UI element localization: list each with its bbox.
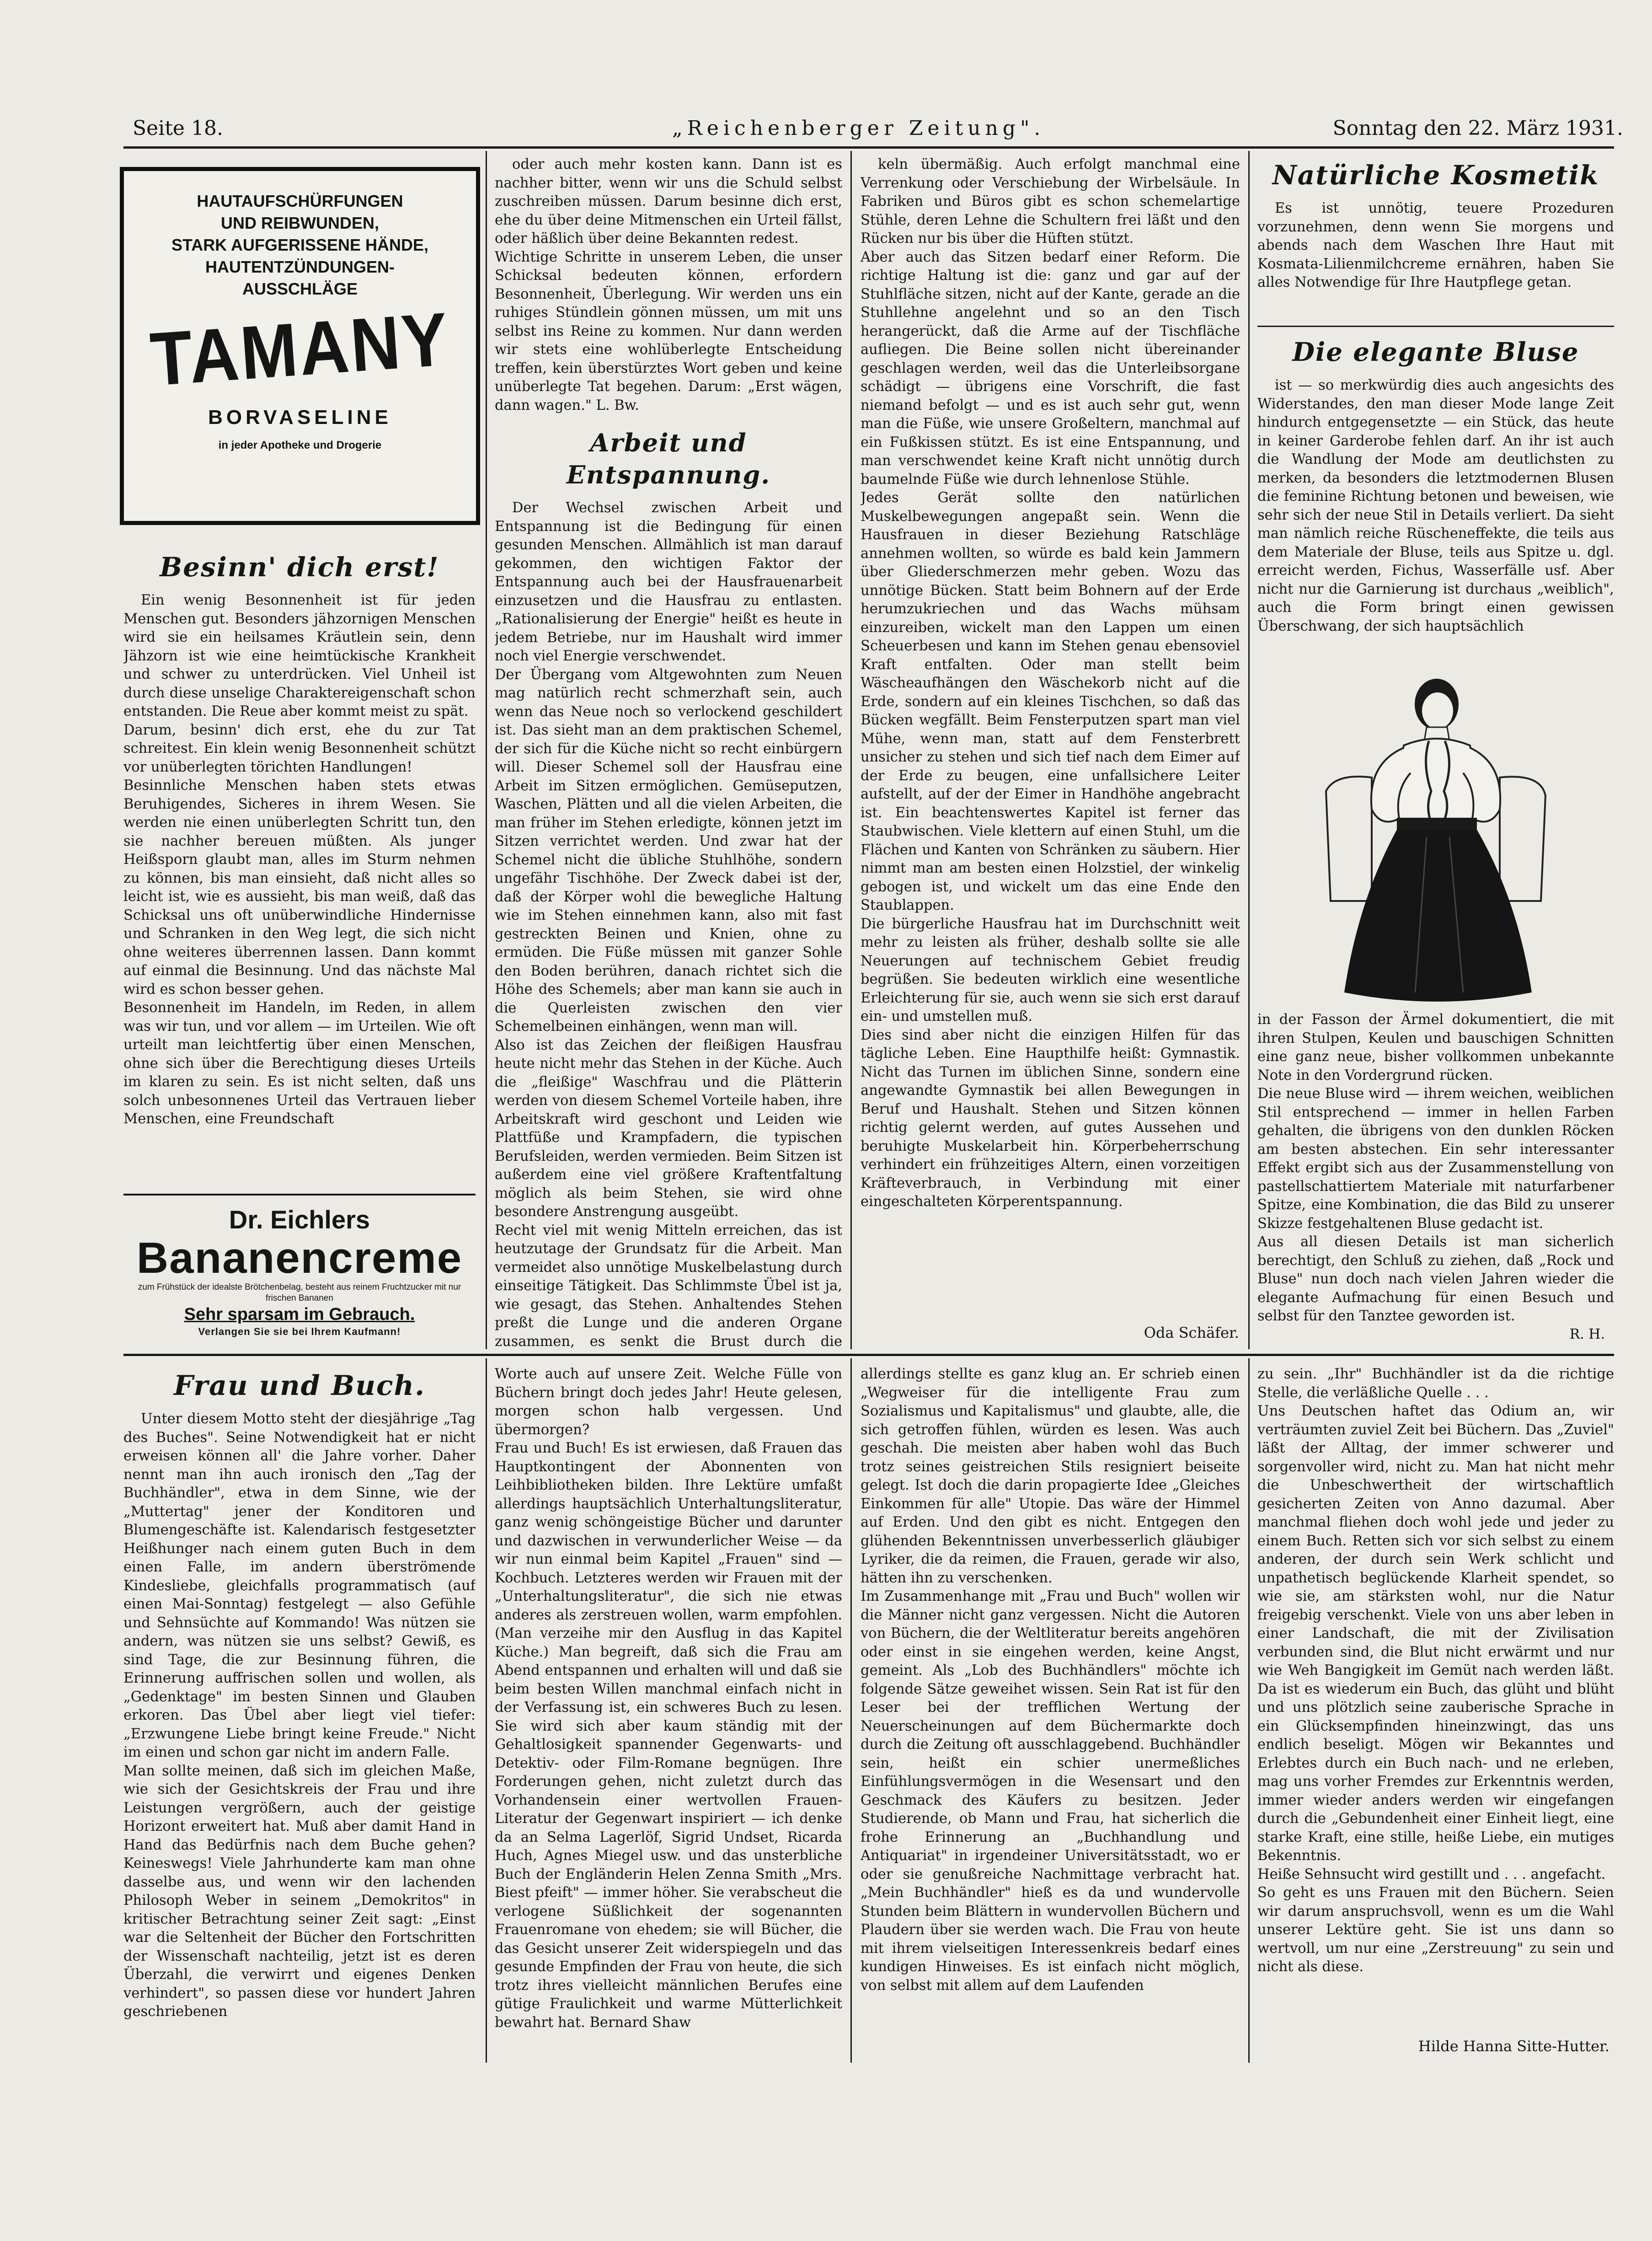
article-kosmetik-body: Es ist unnötig, teuere Prozeduren vorzunehmen, denn wenn Sie morgens und abends nach dem Waschen Ihre Haut mit Kosmata-Lilienmilchcreme ernähren, haben Sie alles Notwendige für Ihre Hautpflege getan.: [1257, 200, 1614, 290]
frau-und-buch-col-4: [1257, 1365, 1614, 2037]
tamany-ad-lines: HAUTAUFSCHÜRFUNGEN UND REIBWUNDEN, STARK AUFGERISSENE HÄNDE, HAUTENTZÜNDUNGEN- AUSSCHLÄGE: [171, 192, 429, 298]
besinn-continuation: oder auch mehr kosten kann. Dann ist es nachher bitter, wenn wir uns die Schuld selbst zuschreiben müssen. Darum besinne dich erst, ehe du über deine Mitmenschen ein Urteil fällst, oder häßlich über deine Bekannten redest. Wichtige Schritte in unserem Leben, die unser Schicksal bedeuten können, erfordern Besonnenheit, Überlegung. Wir werden uns ein ruhiges Stündlein gönnen müssen, um mit uns selbst ins Reine zu kommen. Nur dann werden wir stets eine wohlüberlegte Entscheidung treffen, kein überstürztes Wort geben und keine unüberlegte Tat begehen. Darum: „Erst wägen, dann wagen." L. Bw.: [495, 156, 842, 413]
arbeit-signature: Oda Schäfer.: [1144, 1324, 1239, 1341]
article-kosmetik: [1257, 155, 1614, 320]
bluse-signature: R. H.: [1569, 1326, 1605, 1342]
issue-date: Sonntag den 22. März 1931.: [1332, 117, 1623, 140]
blouse-illustration: [1317, 672, 1555, 1011]
section-rule: [123, 1354, 1614, 1356]
article-besinn-body: Ein wenig Besonnenheit ist für jeden Menschen gut. Besonders jähzornigen Menschen wird sie ein heilsames Kräutlein sein, denn Jähzorn ist wie eine heimtückische Krankheit und schwer zu unterdrücken. Viel Unheil ist durch diese unselige Charaktereigenschaft schon entstanden. Die Reue aber kommt meist zu spät. Darum, besinn' dich erst, ehe du zur Tat schreitest. Ein klein wenig Besonnenheit schützt vor unüberlegten törichten Handlungen! Besinnliche Menschen haben stets etwas Beruhigendes, Sicheres in ihrem Wesen. Sie werden nie einen unüberlegten Schritt tun, den sie nachher bereuen müßten. Als junger Heißsporn glaubt man, alles im Sturm nehmen zu können, bis man einsieht, daß nicht alles so leicht ist, wie es aussieht, bis man weiß, daß das Schicksal uns oft unüberwindliche Hindernisse und Schranken in den Weg legt, die sich nicht ohne weiteres überrennen lassen. Dann kommt auf einmal die Besinnung. Und das nächste Mal wird es schon besser gehen. Besonnenheit im Handeln, im Reden, in allem was wir tun, und vor allem — im Urteilen. Wie oft urteilt man leichtfertig über einen Menschen, ohne sich über die Berechtigung dieses Urteils im klaren zu sein. Es ist nicht selten, daß uns solch unbesonnenes Urteil das Vertrauen lieber Menschen, eine Freundschaft: [123, 592, 476, 1127]
column-rule: [850, 151, 852, 1349]
frau-und-buch-col-1: [123, 1365, 476, 2060]
eichler-advertisement: [123, 1194, 476, 1346]
eichler-call: Verlangen Sie sie bei Ihrem Kaufmann!: [198, 1326, 401, 1337]
article-arbeit-body: Der Wechsel zwischen Arbeit und Entspannung ist die Bedingung für einen gesunden Menschen. Allmählich ist man darauf gekommen, den wichtigen Faktor der Entspannung auch bei der Hausfrauenarbeit einzusetzen und die Hausfrau zu entlasten. „Rationalisierung der Energie" heißt es heute in jedem Betriebe, nur im Haushalt wird immer noch viel Energie verschwendet. Der Übergang vom Altgewohnten zum Neuen mag natürlich recht schmerzhaft sein, auch wenn das Neue noch so verlockend geschildert ist. Das sieht man an dem praktischen Schemel, der sich für die Küche nicht so recht einbürgern will. Dieser Schemel soll der Hausfrau eine Arbeit im Sitzen ermöglichen. Gemüseputzen, Waschen, Plätten und all die vielen Arbeiten, die man früher im Stehen erledigte, können jetzt im Sitzen verrichtet werden. Und zwar hat der Schemel nicht die übliche Stuhlhöhe, sondern ungefähr Tischhöhe. Der Zweck dabei ist der, daß der Körper wohl die bewegliche Haltung wie im Stehen einnehmen kann, also mit fast gestreckten Beinen und Knien, ohne zu ermüden. Die Füße müssen mit ganzer Sohle den Boden berühren, danach richtet sich die Höhe des Schemels; aber man kann sie auch in die Querleisten zwischen den vier Schemelbeinen einhängen, wenn man will. Also ist das Zeichen der fleißigen Hausfrau heute nicht mehr das Stehen in der Küche. Auch die „fleißige" Waschfrau und die Plätterin werden von diesem Schemel Vorteile haben, ihre Arbeitskraft wird geschont und Leiden wie Plattfüße und Krampfadern, die typischen Berufsleiden, werden vermieden. Beim Sitzen ist außerdem eine viel größere Kraftentfaltung möglich als beim Stehen, sie wird ohne besondere Anstrengung ausgeübt. Recht viel mit wenig Mitteln erreichen, das ist heutzutage der Grundsatz für die Arbeit. Man vermeidet also unnötige Muskelbelastung durch einseitige Tätigkeit. Das Schlimmste Übel ist ja, wie gesagt, das Stehen. Anhaltendes Stehen preßt die Lunge und die anderen Organe zusammen, es senkt die Brust durch die: [495, 500, 842, 1349]
column-3-top: [861, 155, 1240, 1317]
eichler-description: zum Frühstück der idealste Brötchenbelag, besteht aus reinem Fruchtzucker mit nur frischen Bananen: [138, 1282, 461, 1303]
frau-buch-text-1: Unter diesem Motto steht der diesjährige „Tag des Buches". Seine Notwendigkeit hat er nicht erweisen können all' die Jahre vorher. Daher nennt man ihn auch ironisch den „Tag der Buchhändler", etwa in dem Sinne, wie der „Muttertag" jener der Konditoren und Blumengeschäfte ist. Kalendarisch festgesetzter Heißhunger nach einem guten Buch in dem einen Falle, im andern überströmende Kindesliebe, gleichfalls programmatisch (auf einen Mai-Sonntag) festgelegt — also Gefühle und Sehnsüchte auf Kommando! Was nützen sie andern, was nützen sie uns selbst? Gewiß, es sind Tage, die zur Besinnung führen, die Erinnerung auffrischen sollen und wollen, als „Gedenktage" im besten Sinnen und Glauben erkoren. Das Übel aber liegt viel tiefer: „Erzwungene Liebe bringt keine Freude." Nicht im einen und schon gar nicht im andern Falle. Man sollte meinen, daß sich im gleichen Maße, wie sich der Gesichtskreis der Frau und ihre Leistungen vergrößern, auch der geistige Horizont erweitert hat. Muß aber damit Hand in Hand das Bedürfnis nach dem Buche gehen? Keineswegs! Viele Jahrhunderte kam man ohne dasselbe aus, und wenn wir den lachenden Philosoph Weber in seinem „Demokritos" in kritischer Betrachtung seiner Zeit sagt: „Einst war die Seltenheit der Bücher den Fortschritten der Wissenschaft nachteilig, jetzt ist es deren Überzahl, die verwirrt und eigenes Denken verhindert", so passen diese vor hundert Jahren geschriebenen: [123, 1411, 476, 2020]
eichler-product: Bananencreme: [136, 1233, 463, 1282]
frau-buch-text-2: Worte auch auf unsere Zeit. Welche Fülle von Büchern bringt doch jedes Jahr! Heute gelesen, morgen schon halb vergessen. Und übermorgen? Frau und Buch! Es ist erwiesen, daß Frauen das Hauptkontingent der Abonnenten von Leihbibliotheken bilden. Ihre Lektüre umfaßt allerdings hauptsächlich Unterhaltungsliteratur, ganz wenig schöngeistige Bücher und darunter und dazwischen in verwunderlicher Weise — da wir nun einmal beim Kapitel „Frauen" sind — Kochbuch. Letzteres werden wir Frauen mit der „Unterhaltungsliteratur", die sich nie etwas anderes als zerstreuen wollen, warm empfohlen. (Man verzeihe mir den Ausflug in das Kapitel Küche.) Man begreift, daß sich die Frau am Abend entspannen und erhalten will und daß sie beim besten Willen manchmal einfach nicht in der Verfassung ist, ein schweres Buch zu lesen. Sie wird sich aber kaum ständig mit der Gehaltlosigkeit spannender Gegenwarts- und Detektiv- oder Film-Romane begnügen. Ihre Forderungen gehen, nicht zuletzt durch das Vorhandensein einer wertvollen Frauen-Literatur der Gegenwart inspiriert — ich denke da an Selma Lagerlöf, Sigrid Undset, Ricarda Huch, Agnes Miegel usw. und das unsterbliche Buch der Engländerin Helen Zenna Smith „Mrs. Biest pfeift" — immer höher. Sie verabscheut die verlogene Süßlichkeit der sogenannten Frauenromane von ehedem; sie will Bücher, die das Gesicht unserer Zeit widerspiegeln und das gesunde Empfinden der Frau von heute, die sich trotz ihres vielleicht männlichen Berufes eine gütige Fraulichkeit und warme Mütterlichkeit bewahrt hat. Bernard Shaw: [495, 1366, 842, 2031]
column-rule: [1248, 1358, 1250, 2063]
article-bluse-body: ist — so merkwürdig dies auch angesichts des Widerstandes, den man dieser Mode lange Zeit hindurch entgegensetzte — ein Stück, das heute in keiner Garderobe fehlen darf. An ihr ist auch die Wandlung der Mode am deutlichsten zu merken, da besonders die letztmodernen Blusen die feminine Richtung betonen und beweisen, wie sehr sich der neue Stil in Details verliert. Da sieht man nämlich reiche Rüscheneffekte, die teils aus dem Materiale der Bluse, teils aus Spitze u. dgl. erreicht werden, Fichus, Wasserfälle usf. Aber nicht nur die Garnierung ist durchaus „weiblich", auch die Form bringt einen gewissen Überschwang, der sich hauptsächlich: [1257, 377, 1614, 634]
column-2-top: [495, 155, 842, 1349]
column-rule: [850, 1358, 852, 2063]
column-rule: [1257, 326, 1614, 327]
article-frau-buch-title: Frau und Buch.: [173, 1370, 425, 1402]
header-rule: [123, 146, 1614, 149]
frau-buch-text-4: zu sein. „Ihr" Buchhändler ist da die richtige Stelle, die verläßliche Quelle . . . Uns Deutschen haftet das Odium an, wir verträumten zuviel Zeit bei Büchern. Das „Zuviel" läßt der Alltag, der immer schwerer und sorgenvoller wird, nicht zu. Man hat nicht mehr die Unbeschwertheit der wirtschaftlich gesicherten Zeiten von Anno dazumal. Aber manchmal fliehen doch wohl jede und jeder zu einem Buch. Retten sich vor sich selbst zu einem anderen, der durch sein Werk schlicht und unpathetisch beglückende Klarheit spendet, so wie sie, am stärksten wohl, nur die Natur freigebig verschenkt. Viele von uns aber leben in einer Landschaft, die mit der Zivilisation verbunden sind, die Blut nicht erwärmt und nur wie Weh Bangigkeit im Gemüt nach werden läßt. Da ist es wiederum ein Buch, das glüht und blüht und uns plötzlich seine zauberische Sprache in ein Glücksempfinden hineinzwingt, das uns endlich beseligt. Mögen wir Bekanntes und Erlebtes durch ein Buch nach- und ne erleben, mag uns vorher Fremdes zur Erkenntnis werden, immer wieder anders werden wir eingefangen durch die „Gebundenheit einer Einheit liegt, eine starke Kraft, eine stille, heiße Liebe, ein mutiges Bekenntnis. Heiße Sehnsucht wird gestillt und . . . angefacht. So geht es uns Frauen mit den Büchern. Seien wir darum anspruchsvoll, wenn es um die Wahl unserer Lektüre geht. Sie ist uns dann so wertvoll, um nur eine „Zerstreuung" zu sein und nicht als diese.: [1257, 1366, 1614, 1975]
article-kosmetik-title: Natürliche Kosmetik: [1272, 160, 1599, 191]
column-rule: [486, 151, 487, 1349]
tamany-product: BORVASELINE: [208, 406, 392, 429]
page-header: [133, 117, 1623, 144]
article-besinn-title: Besinn' dich erst!: [160, 552, 439, 583]
frau-buch-signature: Hilde Hanna Sitte-Hutter.: [1418, 2037, 1609, 2055]
frau-und-buch-col-3: [861, 1365, 1240, 2060]
tamany-brand: TAMANY: [148, 296, 452, 402]
newspaper-title: „Reichenberger Zeitung".: [672, 117, 1045, 140]
article-arbeit-title: Arbeit und Entspannung.: [566, 428, 771, 489]
eichler-slogan: Sehr sparsam im Gebrauch.: [184, 1305, 415, 1324]
frau-buch-text-3: allerdings stellte es ganz klug an. Er schrieb einen „Wegweiser für die intelligente Frau zum Sozialismus und Kapitalismus" und glaubte, alle, die sich getroffen fühlen, würden es lesen. Was auch geschah. Die meisten aber haben wohl das Buch trotz seines geistreichen Stils resigniert beiseite gelegt. Ist doch die darin propagierte Idee „Gleiches Einkommen für alle" Utopie. Das wäre der Himmel auf Erden. Und den gibt es nicht. Entgegen den glühenden Bekenntnissen unverbesserlich gläubiger Lyriker, die da reimen, die Frauen, gerade wir also, hätten ihn zu verschenken. Im Zusammenhange mit „Frau und Buch" wollen wir die Männer nicht ganz vergessen. Nicht die Autoren von Büchern, die der Weltliteratur bereits angehören oder einst in sie eingehen werden, keine Angst, gemeint. Als „Lob des Buchhändlers" möchte ich folgende Sätze geweihet wissen. Sein Rat ist für den Leser bei der trefflichen Wertung der Neuerscheinungen auf dem Büchermarkte doch durch die Zeitung oft ausschlaggebend. Buchhändler sein, heißt ein schier unermeßliches Einfühlungsvermögen in die Wesensart und den Geschmack des Käufers zu besitzen. Jeder Studierende, ob Mann und Frau, hat sicherlich die frohe Erinnerung an „Buchhandlung und Antiquariat" in irgendeiner Universitätsstadt, wo er oder sie genußreiche Nachmittage verbracht hat. „Mein Buchhändler" hieß es da und wundervolle Stunden beim Blättern in wundervollen Büchern und Plaudern über sie werden wach. Die Frau von heute mit ihrem vielseitigen Interessenkreis bedarf eines kundigen Hinweises. Es ist einfach nicht möglich, von selbst mit allem auf dem Laufenden: [861, 1366, 1240, 1994]
tamany-where: in jeder Apotheke und Drogerie: [218, 439, 382, 451]
article-bluse-body-2: in der Fasson der Ärmel dokumentiert, die mit ihren Stulpen, Keulen und bauschigen Schnitten eine ganz neue, bisher vollkommen unbekannte Note in den Vordergrund rücken. Die neue Bluse wird — ihrem weichen, weiblichen Stil entsprechend — immer in hellen Farben gehalten, die übrigens von den dunklen Röcken am besten abstechen. Ein sehr interessanter Effekt ergibt sich aus der Zusammenstellung von pastellschattiertem Materiale mit naturfarbener Spitze, eine Kombination, die das Bild zu unserer Skizze festgehaltenen Bluse gedacht ist. Aus all diesen Details ist man sicherlich berechtigt, den Schluß zu ziehen, daß „Rock und Bluse" nun doch nach vielen Jahren wieder die elegante Aufmachung für einen Besuch und selbst für den Tanztee geworden ist.: [1257, 1012, 1614, 1324]
article-bluse-continuation: [1257, 1011, 1614, 1349]
article-besinn: [123, 547, 476, 1185]
column-rule: [1248, 151, 1250, 1349]
tamany-advertisement: [120, 167, 480, 525]
page-number: Seite 18.: [133, 117, 223, 140]
column-rule: [486, 1358, 487, 2063]
article-bluse: [1257, 332, 1614, 670]
article-bluse-title: Die elegante Bluse: [1292, 337, 1579, 367]
eichler-maker: Dr. Eichlers: [229, 1205, 370, 1234]
article-arbeit-continuation: keln übermäßig. Auch erfolgt manchmal eine Verrenkung oder Verschiebung der Wirbelsäule. In Fabriken und Büros gibt es schon schemelartige Stühle, deren Lehne die Schultern frei läßt und den Rücken nur bis über die Hüften stützt. Aber auch das Sitzen bedarf einer Reform. Die richtige Haltung ist die: ganz und gar auf der Stuhlfläche sitzen, nicht auf der Kante, gerade an die Stuhllehne angelehnt und so an den Tisch herangerückt, daß die Arme auf der Tischfläche aufliegen. Die Beine sollen nicht übereinander geschlagen werden, weil das die Unterleibsorgane schädigt — übrigens eine Vorschrift, die fast niemand befolgt — und es ist auch sehr gut, wenn man die Füße, wie unsere Großeltern, manchmal auf ein Fußkissen stützt. Es ist eine Entspannung, und man verschwendet keine Kraft nicht unnötig durch baumelnde Füße wie durch lehnenlose Stühle. Jedes Gerät sollte den natürlichen Muskelbewegungen angepaßt sein. Wenn die Hausfrauen in dieser Beziehung Ratschläge annehmen wollten, so würde es bald kein Jammern über Gliederschmerzen mehr geben. Wozu das unnötige Bücken. Statt beim Bohnern auf der Erde herumzukriechen und das Wachs mühsam einzureiben, wickelt man den Lappen um einen Scheuerbesen und kann im Stehen genau ebensoviel Kraft entfalten. Oder man stellt beim Wäscheaufhängen den Wäschekorb nicht auf die Erde, sondern auf ein kleines Tischchen, so daß das Bücken wegfällt. Beim Fensterputzen spart man viel Mühe, wenn man, statt auf dem Fensterbrett unsicher zu stehen und sich tief nach dem Eimer auf der Erde zu beugen, eine unfallsichere Leiter aufstellt, auf der der Eimer in Handhöhe angebracht ist. Ein beachtenswertes Kapitel ist ferner das Staubwischen. Viele klettern auf einen Stuhl, um die Flächen und Kanten von Schränken zu säubern. Hier nimmt man am besten einen Holzstiel, der winkelig gebogen ist, und wickelt um das eine Ende den Staublappen. Die bürgerliche Hausfrau hat im Durchschnitt weit mehr zu leisten als früher, deshalb sollte sie alle Neuerungen auf technischem Gebiet freudig begrüßen. Sie bedeuten wirklich eine wesentliche Erleichterung für sie, auch wenn sie sich erst darauf ein- und umstellen muß. Dies sind aber nicht die einzigen Hilfen für das tägliche Leben. Eine Haupthilfe heißt: Gymnastik. Nicht das Turnen im üblichen Sinne, sondern eine angewandte Gymnastik bei allen Bewegungen in Beruf und Haushalt. Stehen und Sitzen können richtig gelernt werden, auf gutes Aussehen und beruhigte Muskelarbeit hin. Körperbeherrschung verhindert ein frühzeitiges Altern, einen vorzeitigen Kräfteverbrauch, in Verbindung mit einer eingeschalteten Körperentspannung.: [861, 156, 1240, 1210]
frau-und-buch-col-2: [495, 1365, 842, 2060]
